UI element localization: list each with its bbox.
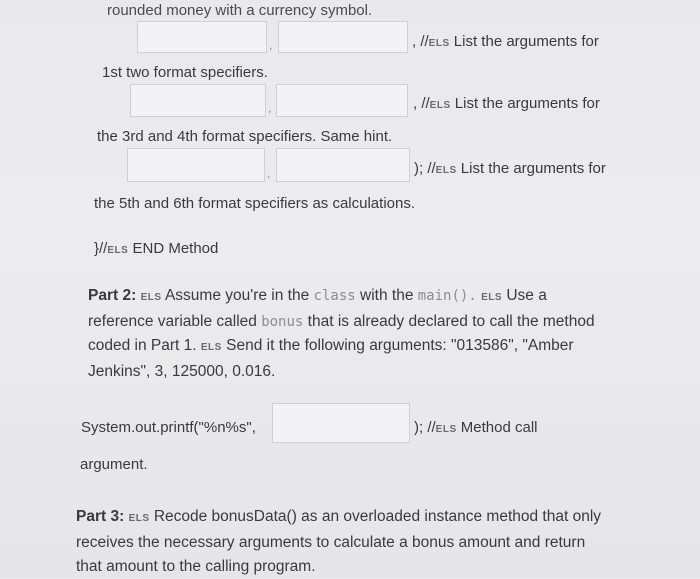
instruction-text-4: the 5th and 6th format specifiers as calculations. bbox=[94, 195, 416, 212]
row2-comment-prefix: , // bbox=[413, 95, 430, 112]
code-main: main() bbox=[417, 288, 469, 304]
part3-line-2: receives the necessary arguments to calculate a bonus amount and return bbox=[76, 534, 586, 551]
els-marker: ELS bbox=[428, 38, 450, 49]
part2-text: Assume you're in the bbox=[164, 287, 310, 304]
printf-comment-text: Method call bbox=[460, 419, 538, 436]
part2-text: coded in Part 1. bbox=[88, 337, 197, 354]
part2-text: reference variable called bbox=[88, 313, 257, 330]
part3-label: Part 3: bbox=[76, 508, 125, 525]
instruction-text-3: the 3rd and 4th format specifiers. Same hint. bbox=[97, 128, 393, 145]
part2-instructions bbox=[88, 284, 648, 384]
part2-line-3 bbox=[88, 334, 648, 360]
code-bonus: bonus bbox=[261, 314, 304, 330]
part2-label: Part 2: bbox=[88, 287, 137, 304]
els-marker: ELS bbox=[429, 100, 451, 111]
argument-label: argument. bbox=[80, 456, 148, 473]
end-method-comment bbox=[94, 240, 218, 257]
row3-comment-text: List the arguments for bbox=[460, 160, 606, 177]
printf-comment bbox=[414, 419, 538, 436]
part2-line-1 bbox=[88, 284, 648, 310]
row1-comment-prefix: , // bbox=[412, 33, 429, 50]
part2-text: with the bbox=[360, 287, 414, 304]
row3-comment-prefix: ); // bbox=[414, 160, 436, 177]
part2-text: that is already declared to call the method bbox=[307, 313, 595, 330]
printf-suffix: ); // bbox=[414, 419, 436, 436]
end-method-text: END Method bbox=[132, 240, 219, 257]
els-marker: ELS bbox=[481, 292, 503, 303]
els-marker: ELS bbox=[200, 342, 222, 353]
answer-input-3[interactable] bbox=[130, 84, 266, 117]
els-marker: ELS bbox=[435, 165, 457, 176]
row1-comment bbox=[412, 33, 599, 50]
answer-input-5[interactable] bbox=[127, 148, 265, 182]
els-marker: ELS bbox=[128, 513, 150, 524]
answer-input-1[interactable] bbox=[137, 21, 267, 53]
comma-separator: , bbox=[268, 101, 272, 115]
els-marker: ELS bbox=[140, 292, 162, 303]
code-class: class bbox=[313, 288, 356, 304]
answer-input-2[interactable] bbox=[278, 21, 408, 53]
method-call-input[interactable] bbox=[272, 403, 410, 443]
answer-input-6[interactable] bbox=[276, 148, 410, 182]
row1-comment-text: List the arguments for bbox=[453, 33, 599, 50]
row2-comment bbox=[413, 95, 600, 112]
code-dot: . bbox=[468, 288, 477, 304]
printf-prefix: System.out.printf("%n%s", bbox=[81, 419, 256, 436]
part3-text: Recode bonusData() as an overloaded instance method that only bbox=[153, 508, 602, 525]
answer-input-4[interactable] bbox=[276, 84, 408, 117]
part3-instructions bbox=[76, 505, 676, 579]
end-method-prefix: }// bbox=[94, 240, 108, 257]
els-marker: ELS bbox=[435, 424, 457, 435]
part3-line-1 bbox=[76, 505, 676, 531]
part2-line-4: Jenkins", 3, 125000, 0.016. bbox=[88, 363, 276, 380]
instruction-text-2: 1st two format specifiers. bbox=[102, 64, 268, 81]
part2-text: Send it the following arguments: "013586", "Amber bbox=[226, 337, 574, 354]
part3-line-3: that amount to the calling program. bbox=[76, 558, 316, 575]
instruction-text-top: rounded money with a currency symbol. bbox=[107, 2, 373, 19]
comma-separator: , bbox=[267, 166, 271, 180]
els-marker: ELS bbox=[107, 245, 129, 256]
row3-comment bbox=[414, 160, 606, 177]
comma-separator: , bbox=[269, 38, 273, 52]
part2-text: Use a bbox=[506, 287, 547, 304]
part2-line-2 bbox=[88, 310, 648, 334]
row2-comment-text: List the arguments for bbox=[454, 95, 600, 112]
